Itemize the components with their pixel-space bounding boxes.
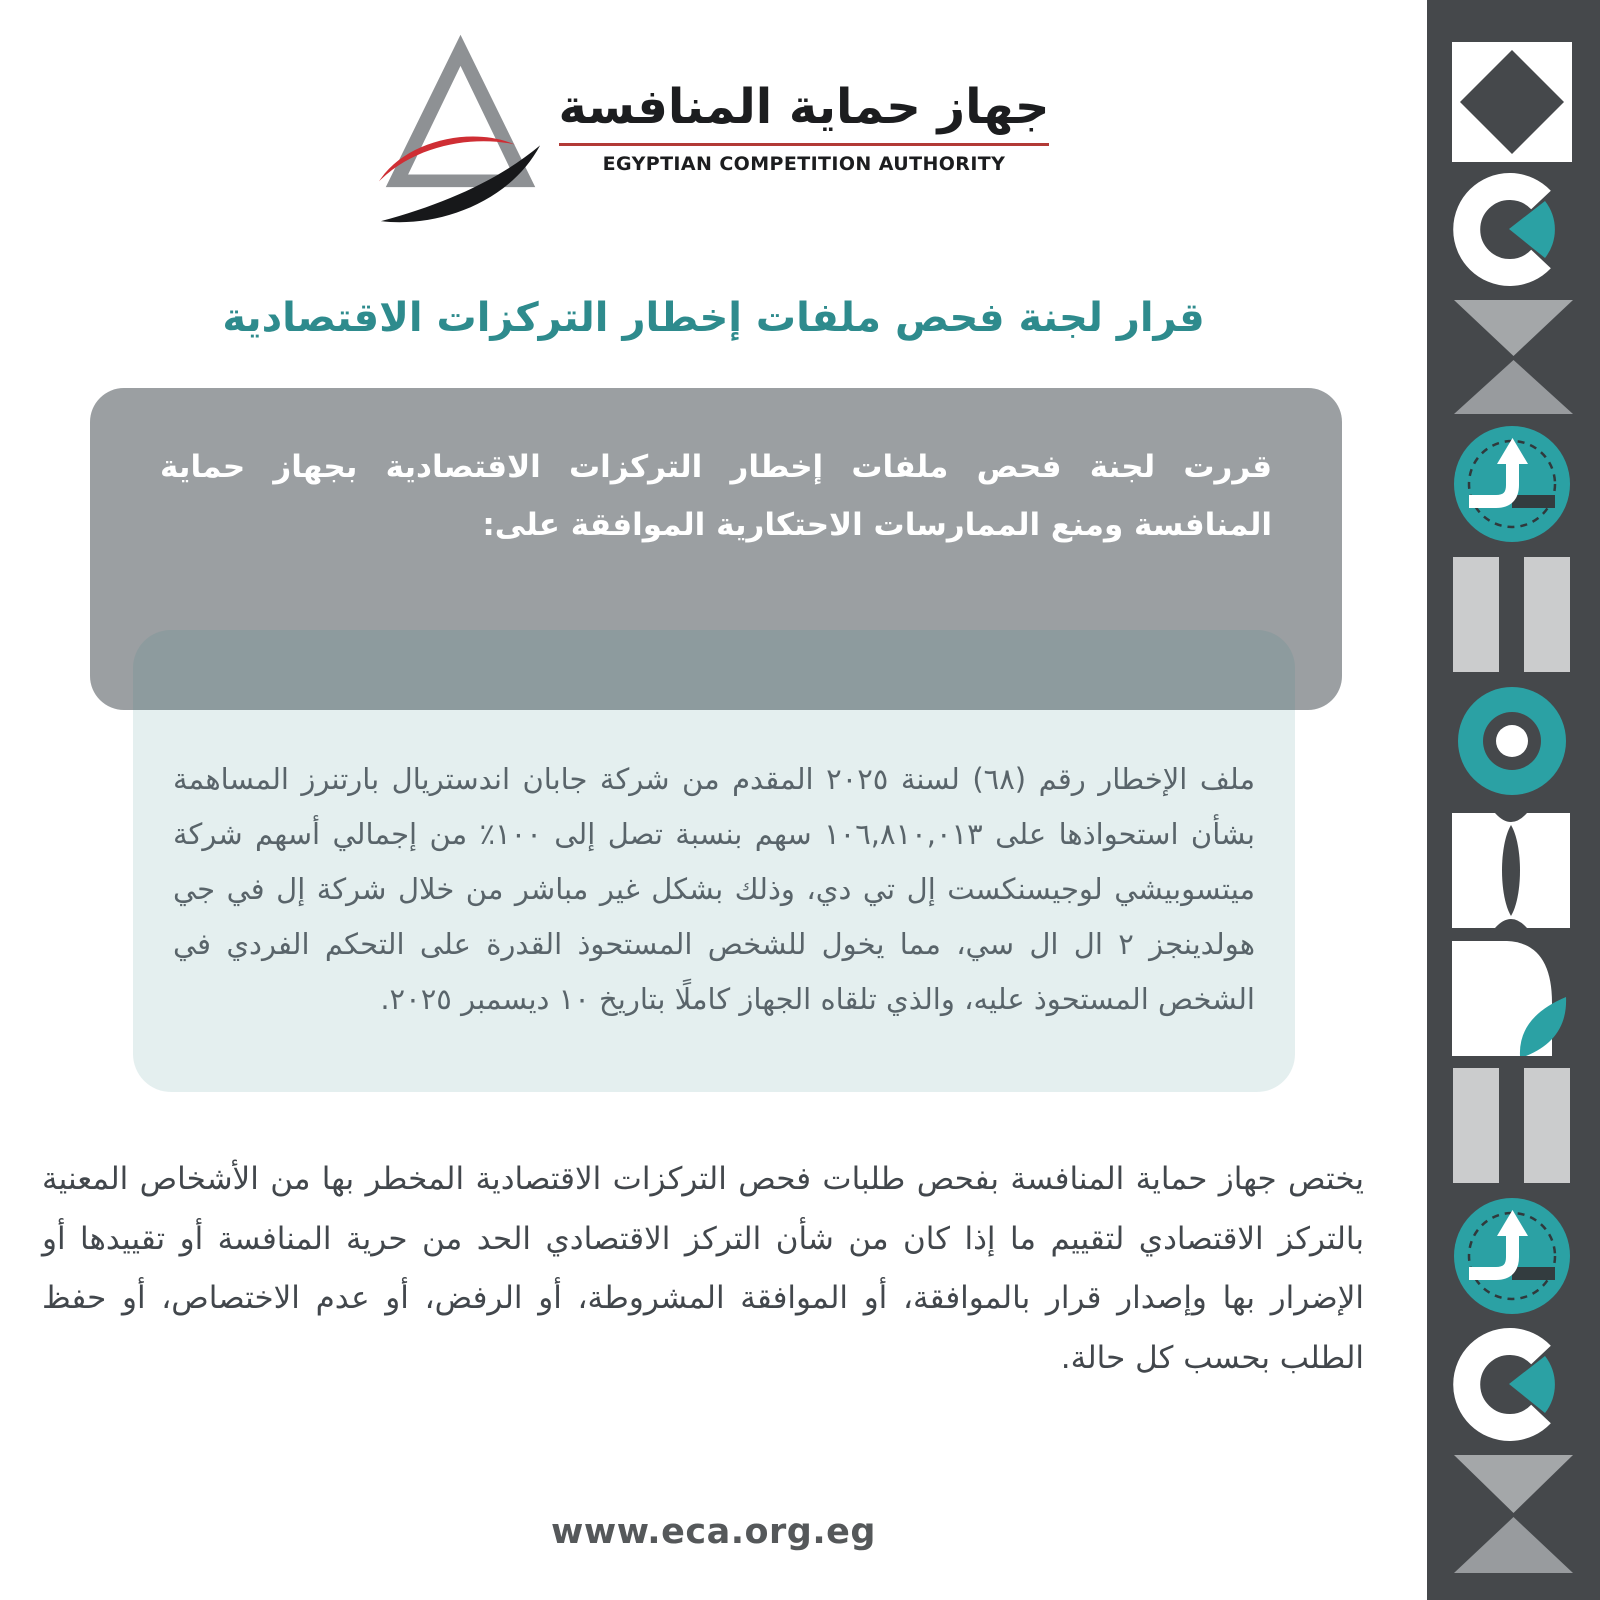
decision-body-text: ملف الإخطار رقم (٦٨) لسنة ٢٠٢٥ المقدم من شركة جابان اندستريال بارتنرز المساهمة بشأن استحواذها على ١٠٦,٨١٠,٠١٣ سهم بنسبة تصل إلى ١٠٠٪ من إجمالي أسهم شركة ميتسوبيشي لوجيسنكست إل تي دي، وذلك بشكل غير مباشر من خلال شركة إل في جي هولدينجز ٢ ال ال سي، مما يخول للشخص المستحوذ القدرة على التحكم الفردي في الشخص المستحوذ عليه، والذي تلقاه الجهاز كاملًا بتاريخ ١٠ ديسمبر ٢٠٢٥. — [173, 762, 1256, 1017]
c-mark-icon — [1452, 172, 1575, 287]
page-title: قرار لجنة فحص ملفات إخطار التركزات الاقتصادية — [222, 295, 1205, 341]
decorative-sidebar — [1427, 0, 1600, 1600]
hourglass-icon — [1452, 1455, 1575, 1573]
donut-circle-icon — [1452, 686, 1575, 796]
merge-arrow-circle-icon — [1452, 424, 1575, 544]
eca-name-arabic: جهاز حماية المنافسة — [558, 79, 1050, 135]
logo-red-divider — [559, 143, 1050, 146]
leaf-square-icon — [1452, 941, 1575, 1056]
eca-logo-text — [559, 77, 1050, 175]
eca-logo — [0, 26, 1427, 226]
diamond-in-square-icon — [1452, 42, 1575, 162]
eca-name-english: EGYPTIAN COMPETITION AUTHORITY — [602, 153, 1006, 175]
decision-intro-text: قررت لجنة فحص ملفات إخطار التركزات الاقتصادية بجهاز حماية المنافسة ومنع الممارسات الاحتكارية الموافقة على: — [160, 449, 1272, 544]
website-url: www.eca.org.eg — [551, 1512, 876, 1552]
eca-logo-triangle-icon — [378, 26, 543, 226]
pause-bars-icon — [1452, 1068, 1575, 1183]
authority-mandate-note: يختص جهاز حماية المنافسة بفحص طلبات فحص التركزات الاقتصادية المخطر بها من الأشخاص المعنية بالتركز الاقتصادي لتقييم ما إذا كان من شأن التركز الاقتصادي الحد من حرية المنافسة أو تقييدها أو الإضرار بها وإصدار قرار بالموافقة، أو الموافقة المشروطة، أو الرفض، أو عدم الاختصاص، أو حفظ الطلب بحسب كل حالة. — [42, 1161, 1364, 1376]
c-mark-icon — [1452, 1327, 1575, 1442]
pause-bars-icon — [1452, 557, 1575, 672]
hourglass-icon — [1452, 300, 1575, 414]
merge-arrow-circle-icon — [1452, 1196, 1575, 1316]
lens-square-icon — [1452, 813, 1575, 928]
decision-body-box — [133, 630, 1295, 1092]
